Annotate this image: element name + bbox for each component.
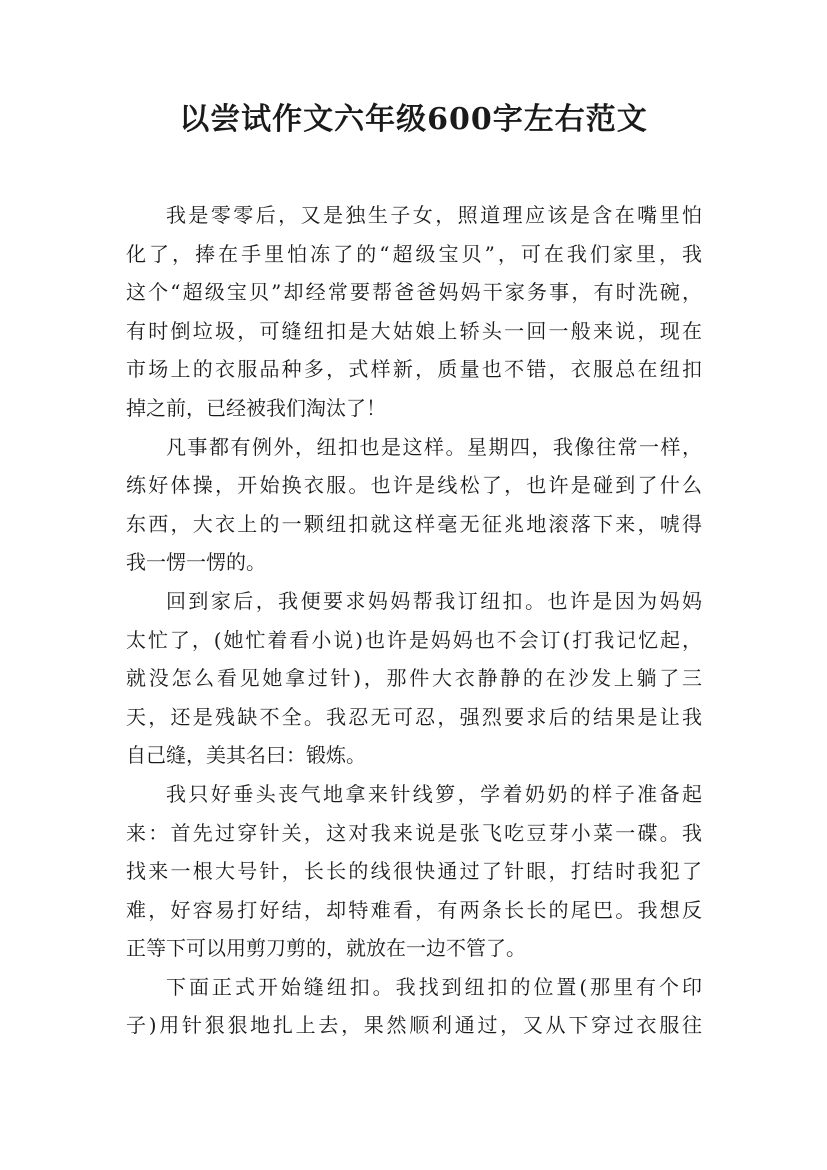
paragraph-2-line-1: 凡事都有例外，纽扣也是这样。星期四，我像往常一样，: [166, 434, 702, 459]
paragraph-5-line-1: 下面正式开始缝纽扣。我找到纽扣的位置(那里有个印: [166, 974, 702, 999]
paragraph-3-line-5: 自己缝，美其名曰：锻炼。: [126, 743, 366, 768]
paragraph-1-line-6: 掉之前，已经被我们淘汰了！: [126, 395, 386, 420]
paragraph-2-line-4: 我一愣一愣的。: [126, 550, 266, 575]
paragraph-4-line-5: 正等下可以用剪刀剪的，就放在一边不管了。: [126, 936, 526, 961]
document-body: [126, 196, 702, 1045]
paragraph-3-line-3: 就没怎么看见她拿过针)，那件大衣静静的在沙发上躺了三: [126, 666, 702, 691]
paragraph-4-line-1: 我只好垂头丧气地拿来针线箩，学着奶奶的样子准备起: [166, 781, 702, 806]
paragraph-3-line-1: 回到家后，我便要求妈妈帮我订纽扣。也许是因为妈妈: [166, 588, 702, 613]
paragraph-3-line-4: 天，还是残缺不全。我忍无可忍，强烈要求后的结果是让我: [126, 704, 702, 729]
paragraph-2-line-2: 练好体操，开始换衣服。也许是线松了，也许是碰到了什么: [126, 473, 702, 498]
paragraph-3-line-2: 太忙了，(她忙着看小说)也许是妈妈也不会订(打我记忆起，: [126, 627, 702, 652]
document-title: 以尝试作文六年级600字左右范文: [179, 102, 648, 137]
paragraph-1-line-2: 化了，捧在手里怕冻了的“超级宝贝”，可在我们家里，我: [126, 241, 702, 266]
paragraph-2-line-3: 东西，大衣上的一颗纽扣就这样毫无征兆地滚落下来，唬得: [126, 511, 702, 536]
paragraph-1-line-5: 市场上的衣服品种多，式样新，质量也不错，衣服总在纽扣: [126, 357, 702, 382]
paragraph-1-line-3: 这个“超级宝贝”却经常要帮爸爸妈妈干家务事，有时洗碗，: [126, 280, 702, 305]
paragraph-1-line-1: 我是零零后，又是独生子女，照道理应该是含在嘴里怕: [166, 203, 702, 227]
paragraph-1-line-4: 有时倒垃圾，可缝纽扣是大姑娘上轿头一回一般来说，现在: [126, 318, 702, 343]
paragraph-4-line-2: 来：首先过穿针关，这对我来说是张飞吃豆芽小菜一碟。我: [126, 820, 702, 845]
paragraph-5-line-2: 子)用针狠狠地扎上去，果然顺利通过，又从下穿过衣服往: [126, 1013, 702, 1038]
paragraph-4-line-3: 找来一根大号针，长长的线很快通过了针眼，打结时我犯了: [126, 859, 702, 884]
paragraph-4-line-4: 难，好容易打好结，却特难看，有两条长长的尾巴。我想反: [126, 897, 702, 922]
